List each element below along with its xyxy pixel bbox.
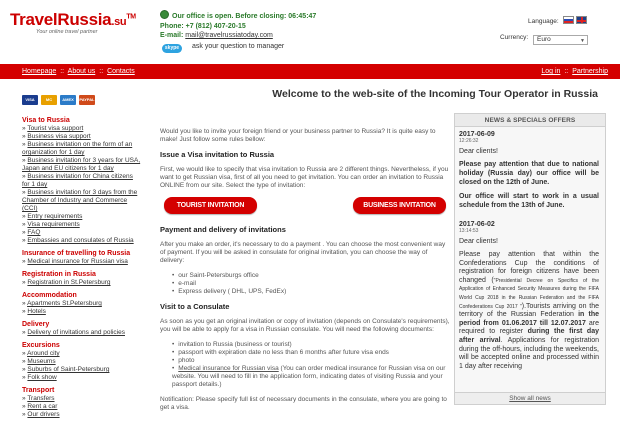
raquo-icon: » <box>22 213 28 220</box>
sidebar-item[interactable] <box>22 221 142 229</box>
sidebar-section-title: Insurance of travelling to Russia <box>22 250 131 257</box>
list-item: • e-mail <box>172 280 450 288</box>
sidebar-item-link[interactable]: Business invitation for China citizens for 1 day <box>22 173 133 188</box>
consulate-text: As soon as you get an original invitation or copy of invitation (depends on Consulate's requirements), you will be able to apply for a visa in Russian consulate. You will need the following documents: <box>160 318 450 333</box>
nav-log-in[interactable]: Log in <box>541 68 561 75</box>
sidebar-item[interactable] <box>22 125 142 133</box>
sidebar-item[interactable] <box>22 173 142 189</box>
news-text-part: . Applications for registration during the off-hours, including the weekends, will be accepted online and processed within 1 day after receiving <box>459 336 600 370</box>
raquo-icon: » <box>22 395 28 402</box>
currency-value: Euro <box>537 36 551 43</box>
logo-tm: TM <box>126 13 136 21</box>
chevron-down-icon: ▼ <box>580 38 585 44</box>
russian-flag-icon[interactable] <box>563 16 574 24</box>
raquo-icon: » <box>22 173 28 180</box>
sidebar-item-link[interactable]: Hotels <box>27 308 46 315</box>
sidebar-item-link[interactable]: Registration in St.Petersburg <box>27 279 111 286</box>
visa-card-icon: VISA <box>22 95 38 105</box>
sidebar-item[interactable] <box>22 358 142 366</box>
sidebar-section <box>22 342 142 382</box>
news-greeting: Dear clients! <box>459 237 498 245</box>
raquo-icon: » <box>22 308 28 315</box>
nav-separator: :: <box>564 68 569 75</box>
skype-text: ask your question to manager <box>192 43 285 50</box>
raquo-icon: » <box>22 125 28 132</box>
payment-cards <box>22 95 142 105</box>
sidebar-item-link[interactable]: Our drivers <box>27 411 60 418</box>
clock-icon <box>160 10 169 19</box>
paypal-icon: PAYPAL <box>79 95 95 105</box>
currency-switcher <box>500 34 588 45</box>
sidebar-item[interactable] <box>22 403 142 411</box>
news-time: 13:14:53 <box>459 227 479 234</box>
sidebar-item-link[interactable]: Business invitation on the form of an organization for 1 day <box>22 141 133 156</box>
sidebar-section-title: Registration in Russia <box>22 271 96 278</box>
news-text-part: "Presidential Decree on Specifics of the Application of Enhanced Security Measures during the FIFA World Cup 2018 in the Russian Federation and the FIFA Confederations Cup 2017 " <box>459 277 599 310</box>
sidebar-item-link[interactable]: Business visa support <box>27 133 91 140</box>
list-item: • invitation to Russia (business or tourist) <box>172 341 450 349</box>
sidebar-item-link[interactable]: Tourist visa support <box>27 125 84 132</box>
sidebar-item[interactable] <box>22 374 142 382</box>
news-text <box>459 251 599 371</box>
section-heading-invitation: Issue a Visa invitation to Russia <box>160 150 275 159</box>
sidebar-section-title: Transport <box>22 387 55 394</box>
sidebar-item[interactable] <box>22 300 142 308</box>
nav-contacts[interactable]: Contacts <box>107 68 135 75</box>
sidebar-item[interactable] <box>22 237 142 245</box>
raquo-icon: » <box>22 133 28 140</box>
sidebar-item-link[interactable]: Medical insurance for Russian visa <box>27 258 128 265</box>
sidebar-item-link[interactable]: Museums <box>27 358 56 365</box>
sidebar-sections <box>22 117 142 419</box>
sidebar-item[interactable] <box>22 395 142 403</box>
email-link[interactable]: mail@travelrussiatoday.com <box>185 32 273 39</box>
news-text: Please pay attention that due to national holiday (Russia day) our office will be closed on the 12th of June. <box>459 161 599 186</box>
tourist-invitation-button[interactable]: TOURIST INVITATION <box>164 197 257 214</box>
raquo-icon: » <box>22 258 28 265</box>
raquo-icon: » <box>22 300 28 307</box>
language-label: Language: <box>528 18 559 25</box>
news-greeting: Dear clients! <box>459 148 498 155</box>
site-logo[interactable] <box>10 10 136 35</box>
sidebar-section-title: Delivery <box>22 321 50 328</box>
nav-partnership[interactable]: Partnership <box>572 68 608 75</box>
sidebar-item-link[interactable]: Visa requirements <box>27 221 80 228</box>
sidebar-item-link[interactable]: Around city <box>27 350 60 357</box>
sidebar-item[interactable] <box>22 411 142 419</box>
news-title: NEWS & SPECIALS OFFERS <box>455 114 605 127</box>
sidebar-item[interactable] <box>22 279 142 287</box>
list-item: • passport with expiration date no less than 6 months after future visa ends <box>172 349 450 357</box>
raquo-icon: » <box>22 374 28 381</box>
english-flag-icon[interactable] <box>576 16 587 24</box>
sidebar-section-title: Excursions <box>22 342 60 349</box>
sidebar-item-link[interactable]: Rent a car <box>27 403 58 410</box>
raquo-icon: » <box>22 279 28 286</box>
raquo-icon: » <box>22 157 28 164</box>
sidebar-item-link[interactable]: Business invitation for 3 days from the Chamber of Industry and Commerce (CCI) <box>22 189 138 212</box>
sidebar-section <box>22 292 142 316</box>
sidebar-item[interactable] <box>22 189 142 213</box>
news-text-part: are required to register <box>459 319 599 336</box>
currency-label: Currency: <box>500 34 529 41</box>
medical-insurance-note: (You can order medical insurance for Russian visa on our website. You will need to fill in the application form, indicating dates of visiting Russia and your passport details.) <box>172 365 446 388</box>
sidebar-section-title: Accommodation <box>22 292 77 299</box>
language-switcher <box>528 16 587 25</box>
raquo-icon: » <box>22 221 28 228</box>
raquo-icon: » <box>22 329 28 336</box>
sidebar-section <box>22 117 142 245</box>
list-item <box>172 365 450 389</box>
news-date: 2017-06-02 <box>459 220 495 228</box>
news-text-part: in the period from 01.06.2017 till 12.07.2017 <box>459 311 599 327</box>
section-heading-payment: Payment and delivery of invitations <box>160 225 286 234</box>
sidebar-section-title: Visa to Russia <box>22 117 70 124</box>
sidebar-item[interactable] <box>22 229 142 237</box>
news-text-part: during the first day after arrival <box>459 328 599 344</box>
sidebar-item-link[interactable]: Business invitation for 3 years for USA, Japan and EU citizens for 1 day <box>22 157 141 172</box>
main-content <box>160 128 450 419</box>
nav-homepage[interactable]: Homepage <box>22 68 57 75</box>
sidebar-item[interactable] <box>22 213 142 221</box>
logo-name: TravelRussia <box>10 10 112 29</box>
nav-about-us[interactable]: About us <box>67 68 96 75</box>
medical-insurance-link[interactable]: Medical insurance for Russian visa <box>178 365 279 372</box>
top-nav <box>0 64 620 79</box>
sidebar-item-link[interactable]: Folk show <box>27 374 57 381</box>
logo-suffix: .su <box>111 16 127 28</box>
news-footer <box>455 392 605 404</box>
sidebar-item-link[interactable]: Delivery of invitations and policies <box>27 329 125 336</box>
invitation-text: First, we would like to specify that visa invitation to Russia are 2 different things. Nevertheless, if you want to get Russian visa, first of all you need to get invitation. You can order an invitation to Russia ONLINE from our site. Select the type of invitation: <box>160 166 449 189</box>
sidebar-item[interactable] <box>22 141 142 157</box>
sidebar-section <box>22 250 142 266</box>
phone: Phone: +7 (812) 407-20-15 <box>160 22 246 30</box>
raquo-icon: » <box>22 366 28 373</box>
header <box>0 0 620 62</box>
raquo-icon: » <box>22 350 28 357</box>
amex-card-icon: AMEX <box>60 95 76 105</box>
mastercard-icon: MC <box>41 95 57 105</box>
sidebar-item[interactable] <box>22 329 142 337</box>
list-item: • our Saint-Petersburgs office <box>172 272 450 280</box>
skype-icon[interactable]: skype <box>162 44 182 53</box>
list-item: • photo <box>172 357 450 365</box>
raquo-icon: » <box>22 403 28 410</box>
news-text-part: Please pay attention that within the Confederations Cup the conditions of registration for foreign citizens have been changed ( <box>459 250 599 284</box>
payment-text: After you make an order, it's necessary to do a payment . You can choose the most convenient way of payment. If you will be asked in consulate for original invitation, you can choose the way of delivery: <box>160 241 446 264</box>
raquo-icon: » <box>22 229 28 236</box>
raquo-icon: » <box>22 358 28 365</box>
sidebar-item-link[interactable]: Transfers <box>27 395 55 402</box>
sidebar-item[interactable] <box>22 366 142 374</box>
documents-list <box>172 341 450 389</box>
nav-separator: :: <box>99 68 104 75</box>
sidebar-item[interactable] <box>22 258 142 266</box>
list-item: • Express delivery ( DHL, UPS, FedEx) <box>172 288 450 296</box>
news-time: 12:26:32 <box>459 138 479 144</box>
logo-tagline: Your online travel partner <box>36 29 98 35</box>
sidebar-item[interactable] <box>22 133 142 141</box>
raquo-icon: » <box>22 411 28 418</box>
sidebar-item[interactable] <box>22 350 142 358</box>
contact-block <box>160 10 316 41</box>
email-label: E-mail: <box>160 32 184 39</box>
page-title: Welcome to the web-site of the Incoming Tour Operator in Russia <box>272 88 598 100</box>
show-all-news-link[interactable]: Show all news <box>509 395 551 402</box>
section-heading-consulate: Visit to a Consulate <box>160 302 230 311</box>
sidebar-item[interactable] <box>22 308 142 316</box>
sidebar-section <box>22 271 142 287</box>
news-panel <box>454 113 606 405</box>
sidebar-item-link[interactable]: FAQ <box>27 229 41 236</box>
office-status: Our office is open. Before closing: 06:45:47 <box>172 13 317 20</box>
news-text-part: ).Tourists arriving on the territory of the Russian Federation <box>459 302 600 319</box>
news-item <box>455 127 605 211</box>
skype-row[interactable] <box>162 43 284 53</box>
news-text: Our office will start to work in a usual schedule from the 13th of June. <box>459 193 599 210</box>
sidebar-item-link[interactable]: Apartments St.Petersburg <box>27 300 102 307</box>
notification-text: Notification: Please specify full list of necessary documents in the consulate, where you are going to get a visa. <box>160 396 447 411</box>
business-invitation-button[interactable]: BUSINESS INVITATION <box>353 197 446 214</box>
news-date: 2017-06-09 <box>459 131 495 138</box>
sidebar-item-link[interactable]: Entry requirements <box>27 213 83 220</box>
intro-text: Would you like to invite your foreign friend or your business partner to Russia? It is quite easy to make! Just follow some rules bellow: <box>160 128 436 143</box>
sidebar-item-link[interactable]: Embassies and consulates of Russia <box>27 237 134 244</box>
delivery-list <box>172 272 450 296</box>
sidebar-item[interactable] <box>22 157 142 173</box>
news-item <box>455 217 605 371</box>
raquo-icon: » <box>22 189 28 196</box>
raquo-icon: » <box>22 141 28 148</box>
left-sidebar <box>22 95 142 424</box>
sidebar-item-link[interactable]: Suburbs of Saint-Petersburg <box>27 366 110 373</box>
nav-separator: :: <box>60 68 65 75</box>
currency-select[interactable] <box>533 35 588 45</box>
raquo-icon: » <box>22 237 28 244</box>
sidebar-section <box>22 321 142 337</box>
sidebar-section <box>22 387 142 419</box>
